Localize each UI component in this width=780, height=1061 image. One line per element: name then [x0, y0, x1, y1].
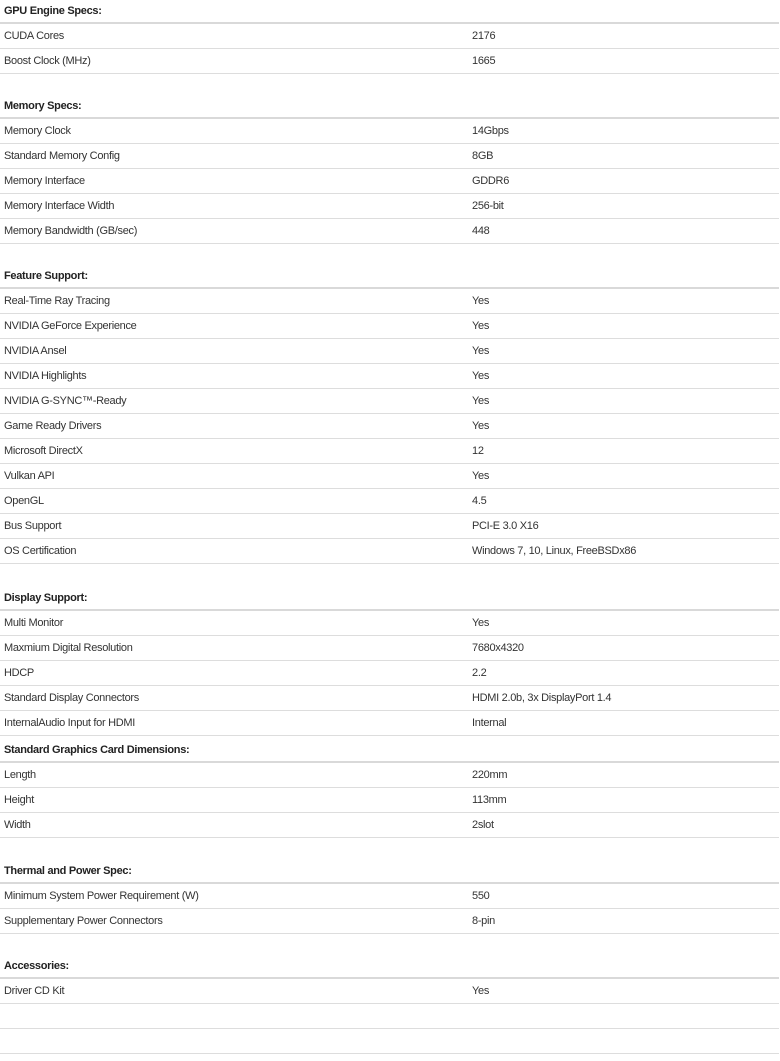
spec-value: 2176: [472, 30, 496, 42]
spec-row-multi-monitor: [0, 611, 779, 636]
spec-value: Yes: [472, 470, 490, 482]
spec-value: 1665: [472, 55, 496, 67]
spec-row-height: [0, 788, 779, 813]
spec-row-g-sync-ready: [0, 389, 779, 414]
spec-row-opengl: [0, 489, 779, 514]
spec-value: 8-pin: [472, 915, 495, 927]
empty-row: [0, 1029, 779, 1054]
spec-value: 14Gbps: [472, 125, 509, 137]
spec-label: Standard Memory Config: [4, 150, 120, 162]
spec-row-length: [0, 763, 779, 788]
spec-row-geforce-experience: [0, 314, 779, 339]
spec-value: 220mm: [472, 769, 508, 781]
section-heading-card-dimensions: [0, 736, 779, 763]
spec-label: Supplementary Power Connectors: [4, 915, 163, 927]
spec-row-hdcp: [0, 661, 779, 686]
spec-value: 113mm: [472, 794, 507, 806]
spec-label: Boost Clock (MHz): [4, 55, 91, 67]
spec-row-memory-interface-width: [0, 194, 779, 219]
spec-value: Internal: [472, 717, 507, 729]
spec-value: 448: [472, 225, 490, 237]
spec-row-game-ready-drivers: [0, 414, 779, 439]
spec-label: NVIDIA G-SYNC™-Ready: [4, 395, 127, 407]
section-heading-display-support: [0, 564, 779, 611]
spec-label: Height: [4, 794, 34, 806]
section-heading-thermal-power: [0, 838, 779, 884]
spec-value: Yes: [472, 617, 490, 629]
spec-label: Memory Interface Width: [4, 200, 115, 212]
spec-row-memory-interface: [0, 169, 779, 194]
section-heading-memory-specs: [0, 74, 779, 119]
spec-label: InternalAudio Input for HDMI: [4, 717, 136, 729]
spec-label: Microsoft DirectX: [4, 445, 83, 457]
spec-label: Length: [4, 769, 36, 781]
spec-label: CUDA Cores: [4, 30, 64, 42]
spec-label: Width: [4, 819, 31, 831]
spec-row-nvidia-ansel: [0, 339, 779, 364]
spec-value: Yes: [472, 345, 490, 357]
spec-label: Driver CD Kit: [4, 985, 65, 997]
spec-row-boost-clock: [0, 49, 779, 74]
spec-value: 12: [472, 445, 484, 457]
spec-value: HDMI 2.0b, 3x DisplayPort 1.4: [472, 692, 612, 704]
spec-row-os-certification: [0, 539, 779, 564]
spec-value: 2slot: [472, 819, 494, 831]
spec-label: Memory Interface: [4, 175, 85, 187]
spec-label: Vulkan API: [4, 470, 55, 482]
spec-row-internal-audio-input: [0, 711, 779, 736]
spec-label: Memory Clock: [4, 125, 71, 137]
section-heading-label: Standard Graphics Card Dimensions:: [4, 744, 190, 756]
spec-value: 256-bit: [472, 200, 504, 212]
spec-row-bus-support: [0, 514, 779, 539]
spec-label: Memory Bandwidth (GB/sec): [4, 225, 138, 237]
spec-value: PCI-E 3.0 X16: [472, 520, 539, 532]
spec-row-vulkan-api: [0, 464, 779, 489]
spec-value: 8GB: [472, 150, 494, 162]
spec-label: NVIDIA Ansel: [4, 345, 67, 357]
spec-value: 2.2: [472, 667, 487, 679]
spec-row-max-digital-resolution: [0, 636, 779, 661]
spec-label: OpenGL: [4, 495, 44, 507]
spec-value: 7680x4320: [472, 642, 524, 654]
spec-row-min-system-power: [0, 884, 779, 909]
spec-value: Yes: [472, 395, 490, 407]
section-heading-label: Feature Support:: [4, 270, 88, 282]
spec-row-cuda-cores: [0, 24, 779, 49]
spec-label: NVIDIA GeForce Experience: [4, 320, 137, 332]
spec-row-memory-clock: [0, 119, 779, 144]
spec-row-nvidia-highlights: [0, 364, 779, 389]
spec-value: Yes: [472, 320, 490, 332]
empty-row: [0, 1004, 779, 1029]
section-heading-label: Accessories:: [4, 960, 69, 972]
spec-value: Yes: [472, 295, 490, 307]
section-heading-label: Thermal and Power Spec:: [4, 865, 132, 877]
spec-value: Windows 7, 10, Linux, FreeBSDx86: [472, 545, 637, 557]
spec-label: Real-Time Ray Tracing: [4, 295, 110, 307]
section-heading-feature-support: [0, 244, 779, 289]
section-heading-label: Memory Specs:: [4, 100, 82, 112]
spec-value: 550: [472, 890, 490, 902]
spec-value: Yes: [472, 985, 490, 997]
spec-row-driver-cd-kit: [0, 979, 779, 1004]
spec-label: NVIDIA Highlights: [4, 370, 87, 382]
section-heading-label: GPU Engine Specs:: [4, 5, 102, 17]
spec-row-width: [0, 813, 779, 838]
section-heading-gpu-engine-specs: [0, 0, 779, 24]
section-heading-accessories: [0, 934, 779, 979]
spec-row-supplementary-power-connectors: [0, 909, 779, 934]
spec-row-standard-display-connectors: [0, 686, 779, 711]
spec-label: Multi Monitor: [4, 617, 64, 629]
spec-row-real-time-ray-tracing: [0, 289, 779, 314]
section-heading-label: Display Support:: [4, 592, 88, 604]
spec-label: Minimum System Power Requirement (W): [4, 890, 199, 902]
spec-value: Yes: [472, 420, 490, 432]
spec-label: Bus Support: [4, 520, 62, 532]
spec-label: Standard Display Connectors: [4, 692, 139, 704]
spec-label: HDCP: [4, 667, 34, 679]
spec-value: GDDR6: [472, 175, 510, 187]
spec-label: Game Ready Drivers: [4, 420, 102, 432]
spec-row-microsoft-directx: [0, 439, 779, 464]
spec-value: 4.5: [472, 495, 487, 507]
spec-row-memory-bandwidth: [0, 219, 779, 244]
spec-value: Yes: [472, 370, 490, 382]
spec-row-standard-memory-config: [0, 144, 779, 169]
spec-label: OS Certification: [4, 545, 77, 557]
spec-label: Maxmium Digital Resolution: [4, 642, 133, 654]
